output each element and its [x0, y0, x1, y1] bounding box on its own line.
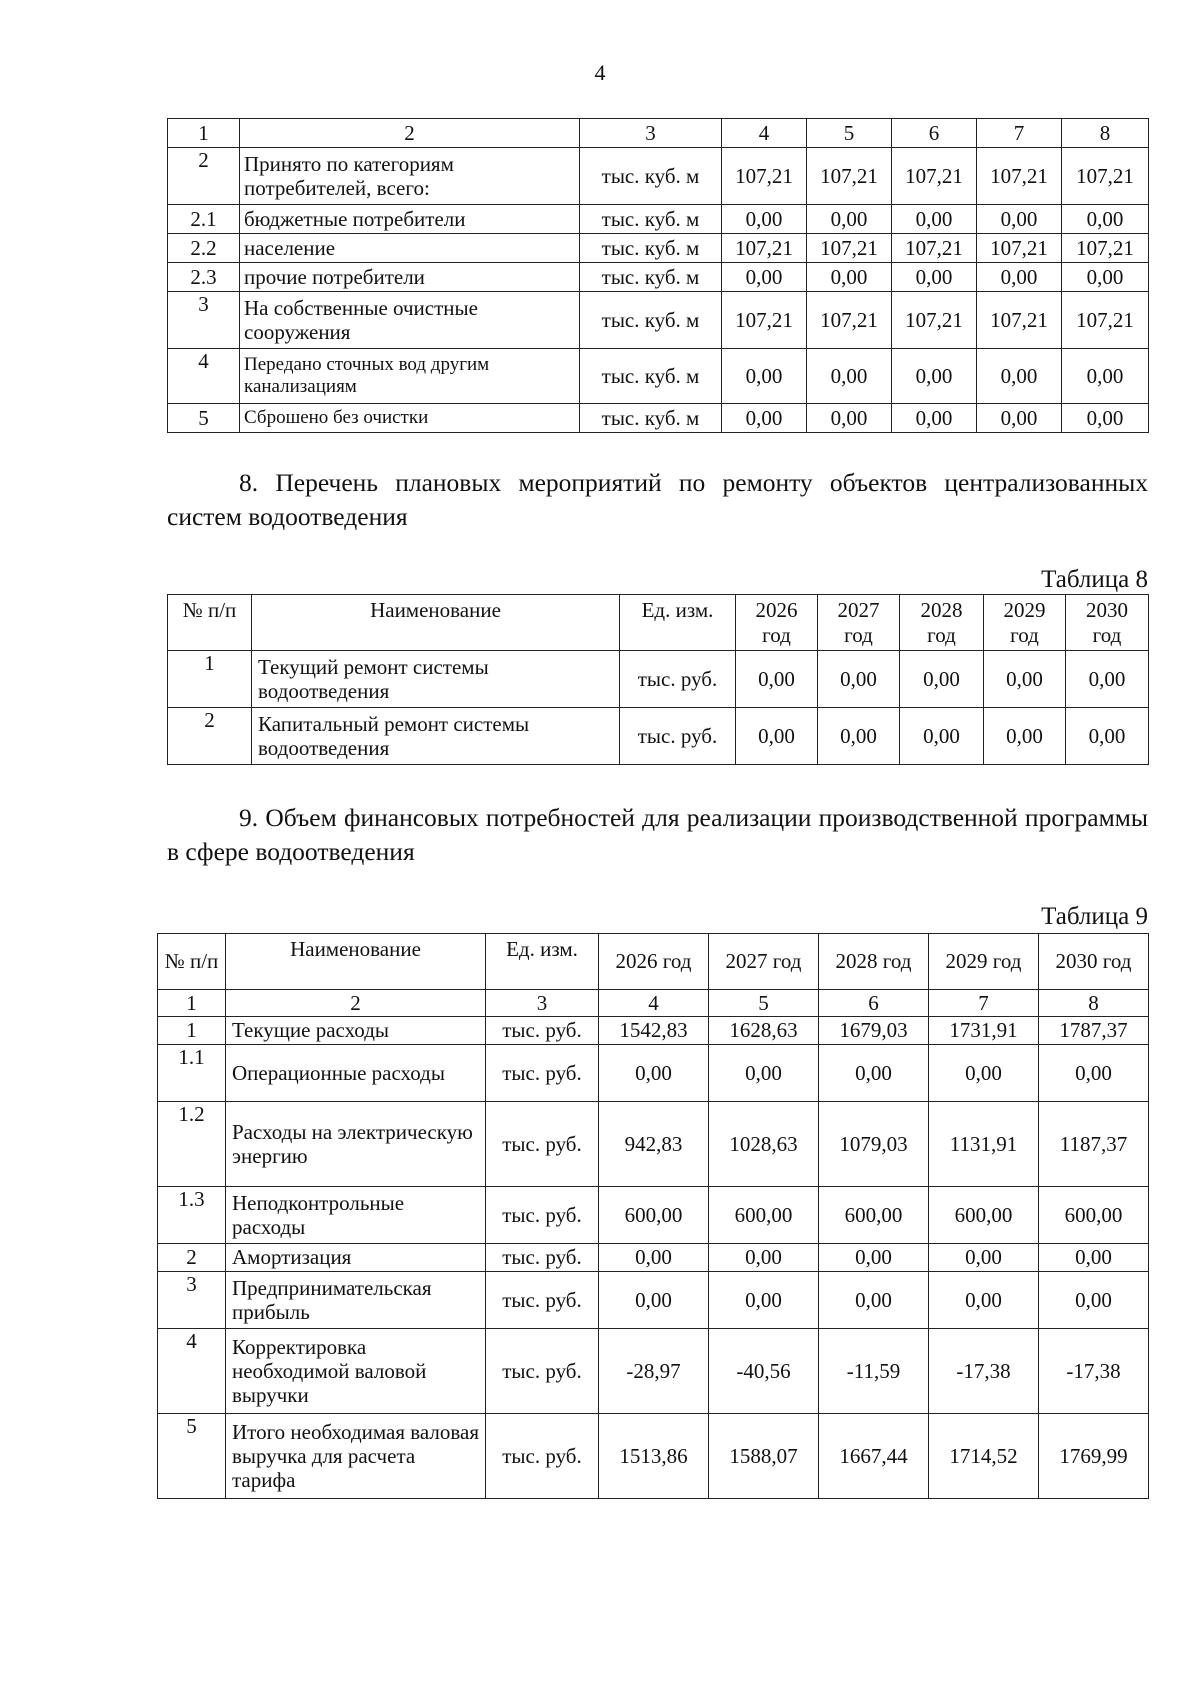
row-value: 1628,63 — [709, 1017, 819, 1045]
row-value: 107,21 — [1062, 292, 1149, 349]
row-value: 0,00 — [807, 263, 892, 292]
row-value: 0,00 — [977, 205, 1062, 234]
row-unit: тыс. руб. — [486, 1329, 599, 1414]
financial-needs-table — [157, 933, 1149, 1499]
row-value: 1131,91 — [929, 1102, 1039, 1187]
row-number: 3 — [168, 292, 240, 349]
continuation-table — [167, 118, 1149, 433]
index-cell: 7 — [929, 990, 1039, 1017]
table-8-caption: Таблица 8 — [1041, 566, 1148, 593]
row-value: -11,59 — [819, 1329, 929, 1414]
row-value: 107,21 — [807, 292, 892, 349]
row-name: Предпринимательская прибыль — [226, 1272, 486, 1329]
row-number: 5 — [158, 1414, 226, 1499]
row-value: 0,00 — [929, 1272, 1039, 1329]
row-value: 0,00 — [977, 404, 1062, 433]
row-value: 0,00 — [709, 1045, 819, 1102]
row-number: 2.2 — [168, 234, 240, 263]
row-value: 0,00 — [892, 263, 977, 292]
row-number: 2.3 — [168, 263, 240, 292]
row-value: 1513,86 — [599, 1414, 709, 1499]
row-value: 600,00 — [819, 1187, 929, 1244]
header-cell: 8 — [1062, 119, 1149, 148]
row-value: 1714,52 — [929, 1414, 1039, 1499]
row-name: Принято по категориям потребителей, всего: — [240, 148, 580, 205]
row-value: 0,00 — [819, 1272, 929, 1329]
header-year: 2029 год — [929, 934, 1039, 990]
header-cell: 4 — [722, 119, 807, 148]
header-year: 2027 год — [818, 595, 900, 651]
row-name: население — [240, 234, 580, 263]
header-cell: 7 — [977, 119, 1062, 148]
row-unit: тыс. куб. м — [580, 349, 722, 404]
row-value: 600,00 — [1039, 1187, 1149, 1244]
table-row — [158, 1045, 1149, 1102]
row-value: 107,21 — [977, 148, 1062, 205]
row-value: 0,00 — [892, 404, 977, 433]
row-value: 0,00 — [819, 1244, 929, 1272]
row-value: 0,00 — [736, 651, 818, 708]
row-unit: тыс. руб. — [486, 1244, 599, 1272]
row-number: 5 — [168, 404, 240, 433]
header-year: 2028 год — [819, 934, 929, 990]
header-unit: Ед. изм. — [486, 934, 599, 990]
row-value: 0,00 — [736, 708, 818, 765]
row-value: 0,00 — [929, 1045, 1039, 1102]
row-value: 0,00 — [807, 205, 892, 234]
row-number: 1 — [168, 651, 252, 708]
row-number: 1.1 — [158, 1045, 226, 1102]
row-value: 1187,37 — [1039, 1102, 1149, 1187]
row-value: -17,38 — [1039, 1329, 1149, 1414]
row-value: 1542,83 — [599, 1017, 709, 1045]
header-year: 2028 год — [900, 595, 984, 651]
row-name: Текущий ремонт системы водоотведения — [252, 651, 620, 708]
row-value: 0,00 — [1039, 1244, 1149, 1272]
index-cell: 1 — [158, 990, 226, 1017]
section-9-heading — [167, 801, 1148, 869]
row-unit: тыс. руб. — [486, 1187, 599, 1244]
row-unit: тыс. куб. м — [580, 292, 722, 349]
header-name: Наименование — [226, 934, 486, 990]
section-8-heading — [167, 466, 1148, 534]
row-unit: тыс. руб. — [486, 1102, 599, 1187]
row-value: 0,00 — [1066, 651, 1149, 708]
table-row — [168, 651, 1149, 708]
table-row — [158, 1414, 1149, 1499]
row-number: 2 — [158, 1244, 226, 1272]
row-number: 3 — [158, 1272, 226, 1329]
row-value: 1769,99 — [1039, 1414, 1149, 1499]
row-value: 0,00 — [807, 349, 892, 404]
table-row — [158, 1272, 1149, 1329]
table-row — [168, 349, 1149, 404]
row-unit: тыс. куб. м — [580, 205, 722, 234]
row-value: -17,38 — [929, 1329, 1039, 1414]
section-8-number: 8. — [239, 468, 259, 497]
row-name: Передано сточных вод другим канализациям — [240, 349, 580, 404]
row-unit: тыс. куб. м — [580, 148, 722, 205]
table-row — [158, 1187, 1149, 1244]
row-value: -40,56 — [709, 1329, 819, 1414]
row-value: 1787,37 — [1039, 1017, 1149, 1045]
header-year: 2030 год — [1039, 934, 1149, 990]
row-name: Текущие расходы — [226, 1017, 486, 1045]
row-value: 1588,07 — [709, 1414, 819, 1499]
row-value: 0,00 — [900, 708, 984, 765]
section-9-number: 9. — [239, 803, 259, 832]
row-number: 4 — [168, 349, 240, 404]
repair-plan-table — [167, 594, 1149, 765]
row-value: 0,00 — [929, 1244, 1039, 1272]
row-value: 0,00 — [807, 404, 892, 433]
row-unit: тыс. руб. — [486, 1414, 599, 1499]
row-unit: тыс. руб. — [620, 708, 736, 765]
page-number: 4 — [594, 60, 606, 85]
row-value: 0,00 — [709, 1272, 819, 1329]
row-value: 0,00 — [722, 205, 807, 234]
section-8-title: Перечень плановых мероприятий по ремонту объектов централизованных систем водоотведения — [167, 468, 1148, 531]
row-value: 600,00 — [599, 1187, 709, 1244]
table-row — [168, 205, 1149, 234]
row-value: 1028,63 — [709, 1102, 819, 1187]
header-year: 2026 год — [599, 934, 709, 990]
header-cell: 2 — [240, 119, 580, 148]
row-number: 4 — [158, 1329, 226, 1414]
row-value: 0,00 — [819, 1045, 929, 1102]
table-row — [168, 292, 1149, 349]
table-row — [158, 1244, 1149, 1272]
row-value: 0,00 — [599, 1045, 709, 1102]
row-number: 2 — [168, 148, 240, 205]
header-year: 2030 год — [1066, 595, 1149, 651]
row-value: 107,21 — [722, 234, 807, 263]
row-name: Операционные расходы — [226, 1045, 486, 1102]
table-row — [158, 1329, 1149, 1414]
row-value: 1667,44 — [819, 1414, 929, 1499]
row-name: Расходы на электрическую энергию — [226, 1102, 486, 1187]
row-value: 107,21 — [892, 292, 977, 349]
header-year: 2027 год — [709, 934, 819, 990]
table-row — [158, 1102, 1149, 1187]
row-value: 0,00 — [1062, 349, 1149, 404]
row-value: 107,21 — [892, 148, 977, 205]
row-value: 0,00 — [1039, 1045, 1149, 1102]
row-value: 0,00 — [984, 651, 1066, 708]
header-year: 2026 год — [736, 595, 818, 651]
row-name: Итого необходимая валовая выручка для расчета тарифа — [226, 1414, 486, 1499]
row-value: 107,21 — [722, 292, 807, 349]
row-value: 1079,03 — [819, 1102, 929, 1187]
row-value: 942,83 — [599, 1102, 709, 1187]
header-name: Наименование — [252, 595, 620, 651]
index-cell: 5 — [709, 990, 819, 1017]
row-value: 107,21 — [892, 234, 977, 263]
row-value: 107,21 — [1062, 148, 1149, 205]
row-value: 1679,03 — [819, 1017, 929, 1045]
header-num: № п/п — [158, 934, 226, 990]
row-unit: тыс. руб. — [486, 1045, 599, 1102]
index-cell: 3 — [486, 990, 599, 1017]
row-unit: тыс. куб. м — [580, 234, 722, 263]
row-value: 0,00 — [818, 651, 900, 708]
index-cell: 4 — [599, 990, 709, 1017]
table-row — [158, 1017, 1149, 1045]
row-value: 0,00 — [984, 708, 1066, 765]
section-9-title: Объем финансовых потребностей для реализации производственной программы в сфере водоотведения — [167, 803, 1148, 866]
row-name: Неподконтрольные расходы — [226, 1187, 486, 1244]
table-index-row — [158, 990, 1149, 1017]
header-num: № п/п — [168, 595, 252, 651]
row-number: 1 — [158, 1017, 226, 1045]
row-value: 107,21 — [807, 234, 892, 263]
table-row — [168, 234, 1149, 263]
row-name: прочие потребители — [240, 263, 580, 292]
row-value: 0,00 — [1062, 205, 1149, 234]
row-value: 0,00 — [599, 1244, 709, 1272]
header-cell: 5 — [807, 119, 892, 148]
table-header-row — [168, 119, 1149, 148]
row-value: 0,00 — [709, 1244, 819, 1272]
row-unit: тыс. руб. — [486, 1272, 599, 1329]
row-number: 2 — [168, 708, 252, 765]
row-value: 0,00 — [892, 205, 977, 234]
row-value: 0,00 — [892, 349, 977, 404]
row-value: 0,00 — [722, 349, 807, 404]
index-cell: 8 — [1039, 990, 1149, 1017]
row-value: 0,00 — [977, 263, 1062, 292]
index-cell: 2 — [226, 990, 486, 1017]
row-value: -28,97 — [599, 1329, 709, 1414]
row-value: 107,21 — [1062, 234, 1149, 263]
row-value: 0,00 — [977, 349, 1062, 404]
row-unit: тыс. куб. м — [580, 404, 722, 433]
table-9-caption: Таблица 9 — [1041, 903, 1148, 930]
header-cell: 6 — [892, 119, 977, 148]
row-value: 600,00 — [709, 1187, 819, 1244]
table-row — [168, 148, 1149, 205]
row-unit: тыс. руб. — [620, 651, 736, 708]
row-value: 0,00 — [722, 404, 807, 433]
row-value: 0,00 — [1062, 404, 1149, 433]
row-value: 0,00 — [1066, 708, 1149, 765]
table-header-row — [158, 934, 1149, 990]
row-number: 1.3 — [158, 1187, 226, 1244]
row-value: 0,00 — [1039, 1272, 1149, 1329]
row-name: бюджетные потребители — [240, 205, 580, 234]
header-cell: 3 — [580, 119, 722, 148]
row-value: 0,00 — [1062, 263, 1149, 292]
row-name: Сброшено без очистки — [240, 404, 580, 433]
row-value: 0,00 — [900, 651, 984, 708]
row-name: Амортизация — [226, 1244, 486, 1272]
row-number: 2.1 — [168, 205, 240, 234]
table-row — [168, 263, 1149, 292]
row-name: Корректировка необходимой валовой выручки — [226, 1329, 486, 1414]
row-value: 107,21 — [807, 148, 892, 205]
row-value: 0,00 — [599, 1272, 709, 1329]
row-value: 600,00 — [929, 1187, 1039, 1244]
row-number: 1.2 — [158, 1102, 226, 1187]
row-value: 0,00 — [722, 263, 807, 292]
row-unit: тыс. куб. м — [580, 263, 722, 292]
table-row — [168, 404, 1149, 433]
row-value: 0,00 — [818, 708, 900, 765]
row-name: На собственные очистные сооружения — [240, 292, 580, 349]
table-row — [168, 708, 1149, 765]
table-header-row — [168, 595, 1149, 651]
row-value: 107,21 — [977, 292, 1062, 349]
header-unit: Ед. изм. — [620, 595, 736, 651]
header-cell: 1 — [168, 119, 240, 148]
row-name: Капитальный ремонт системы водоотведения — [252, 708, 620, 765]
row-value: 1731,91 — [929, 1017, 1039, 1045]
header-year: 2029 год — [984, 595, 1066, 651]
row-value: 107,21 — [722, 148, 807, 205]
index-cell: 6 — [819, 990, 929, 1017]
row-unit: тыс. руб. — [486, 1017, 599, 1045]
row-value: 107,21 — [977, 234, 1062, 263]
